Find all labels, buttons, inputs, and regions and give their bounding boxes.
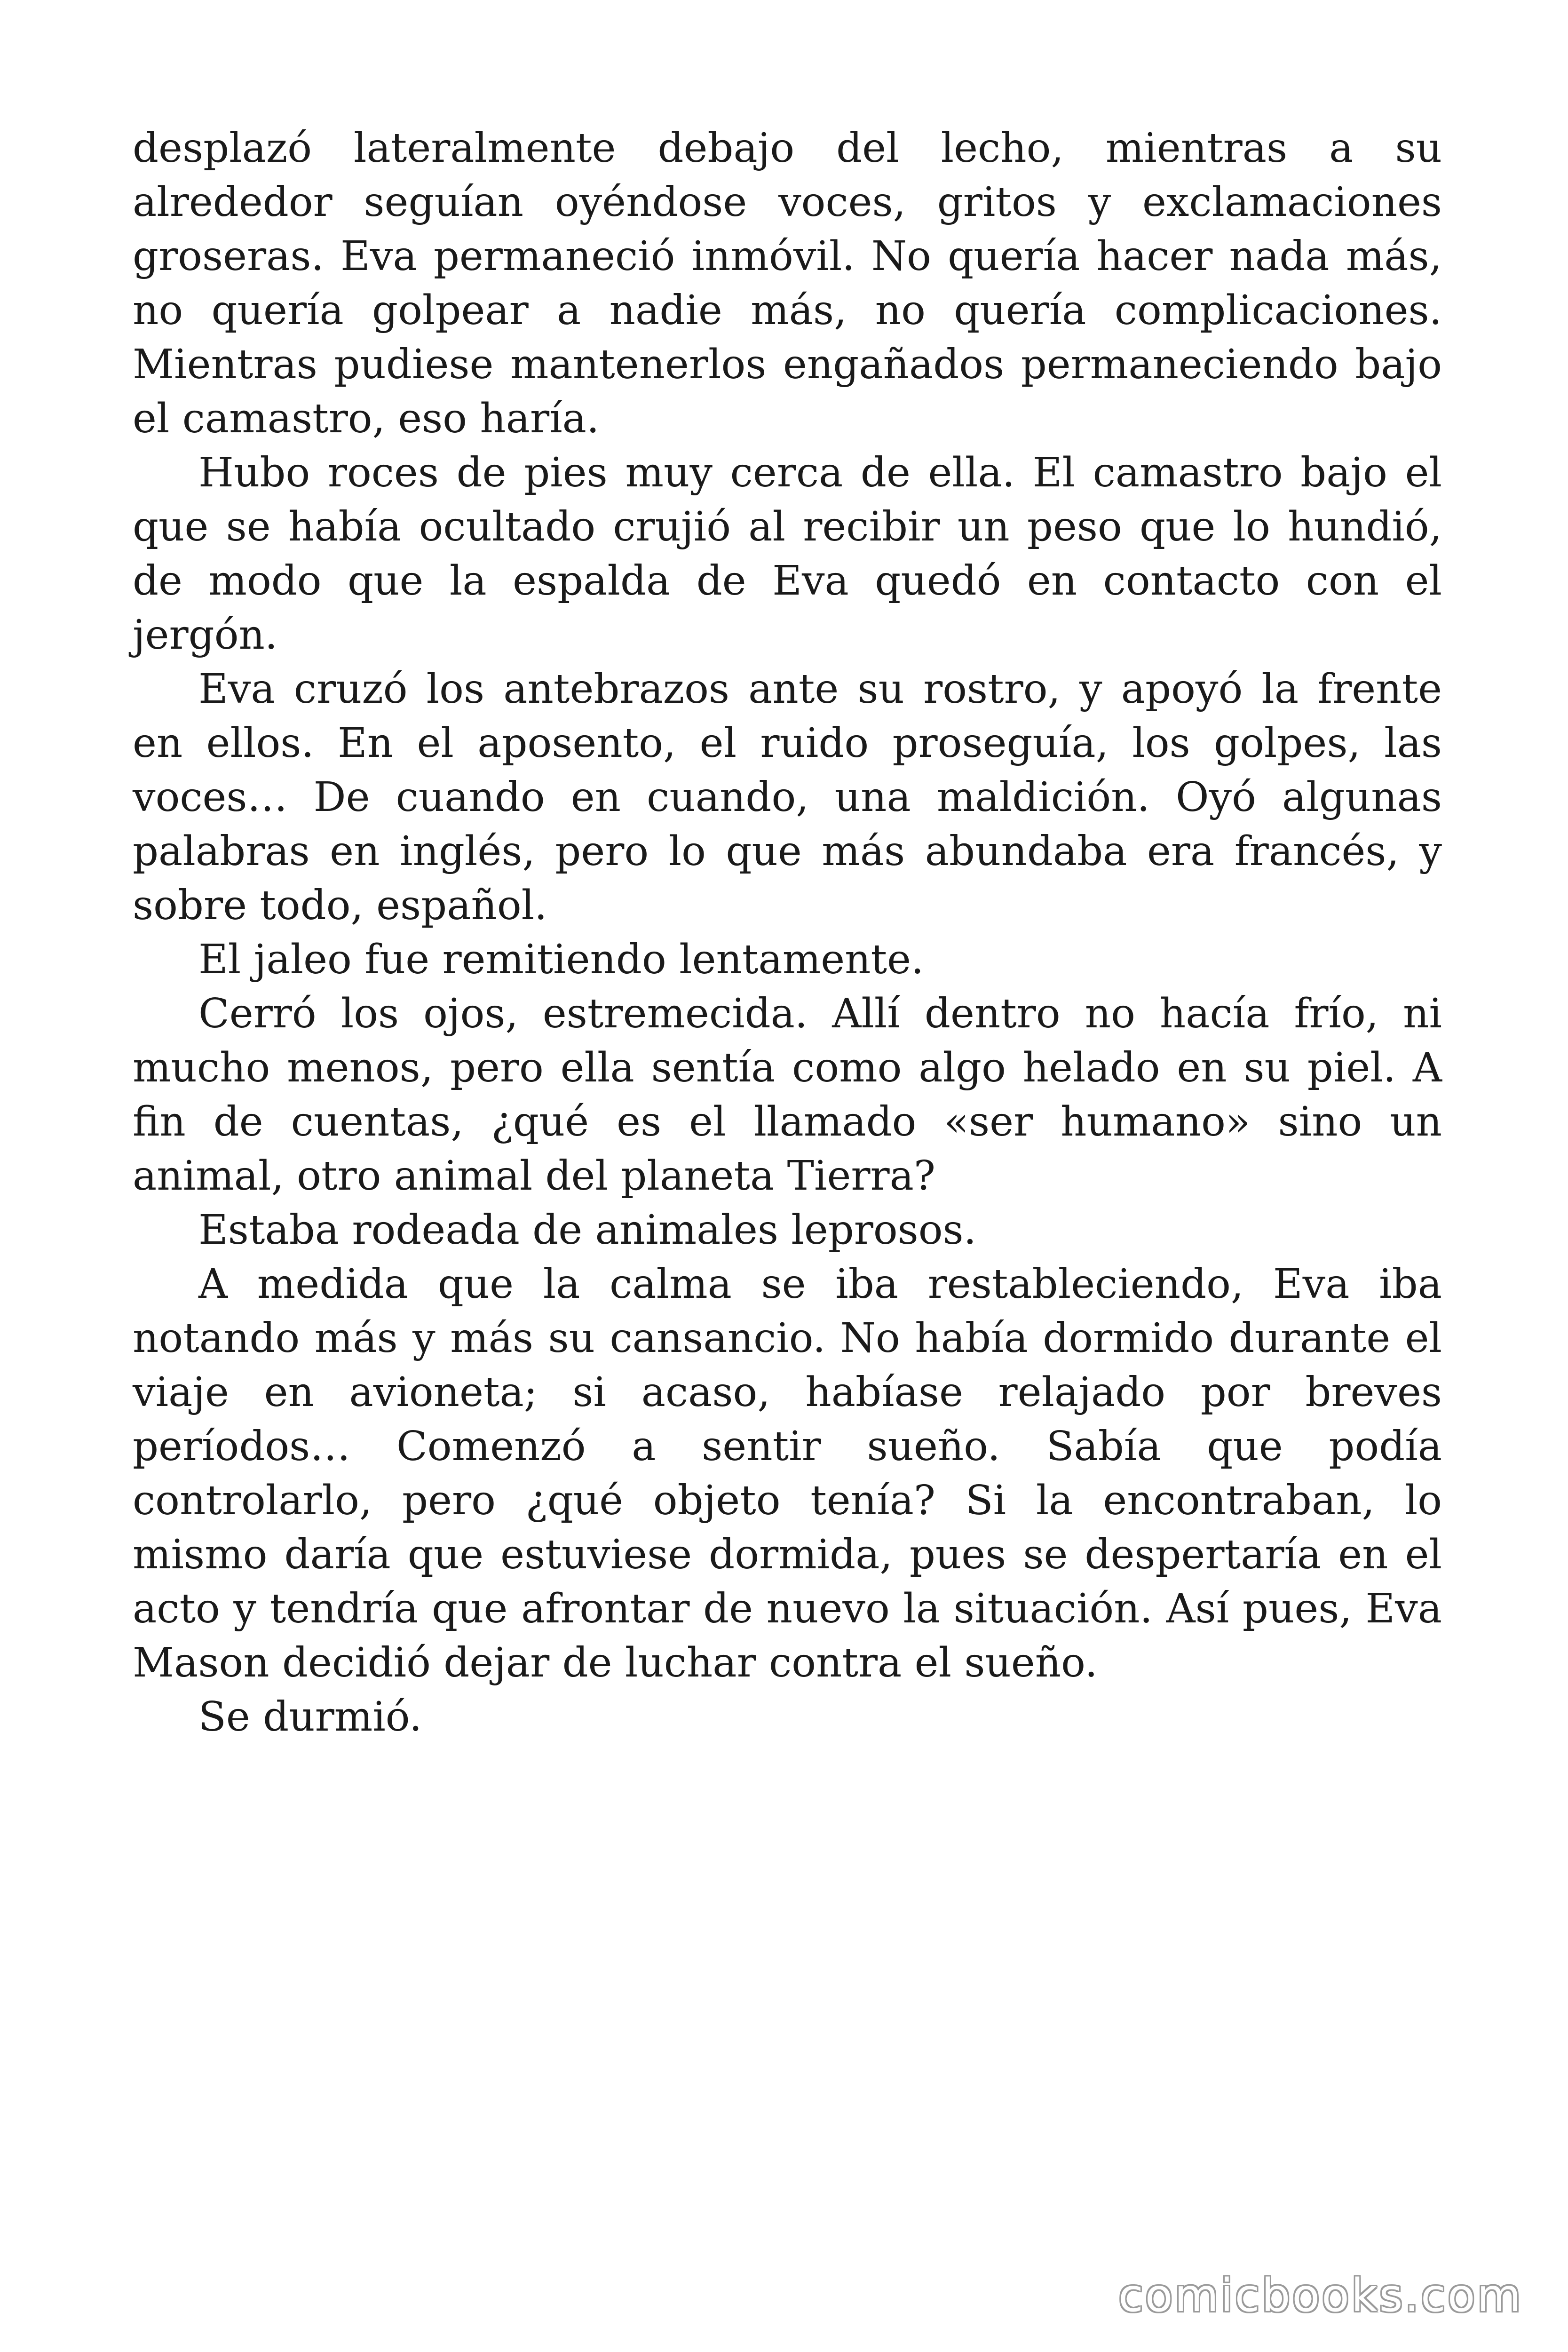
paragraph: Estaba rodeada de animales leprosos. [198, 1207, 977, 1254]
body-text [133, 121, 1442, 1744]
paragraph: desplazó lateralmente debajo del lecho, mientras a su alrededor seguían oyéndose voces, gritos y exclamaciones groseras. Eva permaneció inmóvil. No quería hacer nada más, no quería golpear a nadie más, no quería complicaciones. Mientras pudiese mantenerlos engañados permaneciendo bajo el camastro, eso haría. [133, 125, 1442, 442]
paragraph: Cerró los ojos, estremecida. Allí dentro no hacía frío, ni mucho menos, pero ella sentía como algo helado en su piel. A fin de cuentas, ¿qué es el llamado «ser humano» sino un animal, otro animal del planeta Tierra? [133, 990, 1442, 1200]
paragraph: Hubo roces de pies muy cerca de ella. El camastro bajo el que se había ocultado crujió al recibir un peso que lo hundió, de modo que la espalda de Eva quedó en contacto con el jergón. [133, 449, 1442, 659]
watermark: comicbooks.com [1118, 2269, 1523, 2322]
paragraph: Eva cruzó los antebrazos ante su rostro, y apoyó la frente en ellos. En el aposento, el ruido proseguía, los golpes, las voces… De cuando en cuando, una maldición. Oyó algunas palabras en inglés, pero lo que más abundaba era francés, y sobre todo, español. [133, 666, 1442, 929]
paragraph: El jaleo fue remitiendo lentamente. [198, 936, 924, 983]
paragraph: Se durmió. [198, 1693, 422, 1740]
paragraph: A medida que la calma se iba restableciendo, Eva iba notando más y más su cansancio. No había dormido durante el viaje en avioneta; si acaso, habíase relajado por breves períodos… Comenzó a sentir sueño. Sabía que podía controlarlo, pero ¿qué objeto tenía? Si la encontraban, lo mismo daría que estuviese dormida, pues se despertaría en el acto y tendría que afrontar de nuevo la situación. Así pues, Eva Mason decidió dejar de luchar contra el sueño. [133, 1261, 1442, 1686]
